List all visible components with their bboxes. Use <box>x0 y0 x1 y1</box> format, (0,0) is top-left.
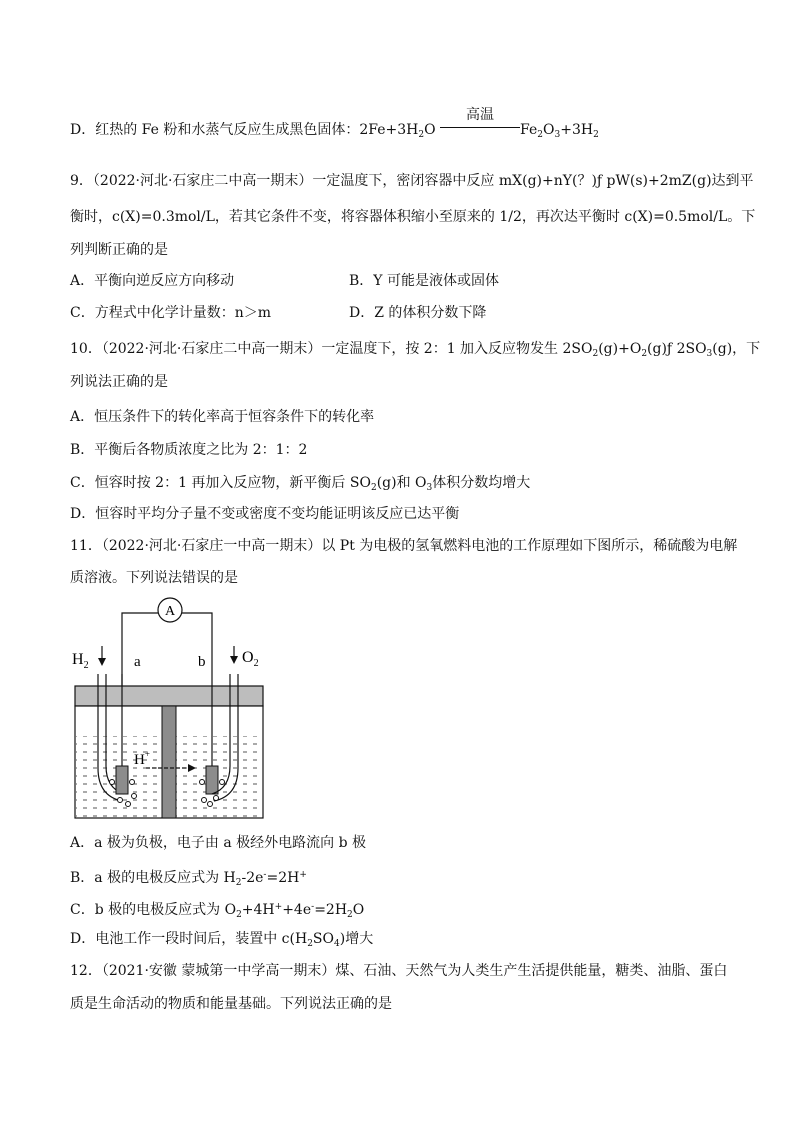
h2-label: $H_2$ <box>72 651 89 671</box>
subscript: 4 <box>334 939 340 949</box>
q10-text: (g)，下 <box>712 341 761 357</box>
proton-label: H+ <box>134 749 150 768</box>
q11-d-text: D．电池工作一段时间后，装置中 c(H <box>70 931 308 947</box>
subscript: 2 <box>347 910 353 920</box>
q11-b-text: =2H <box>266 870 300 886</box>
q11-c-text: +4H <box>241 902 275 918</box>
q10-text: 10．（2022·河北·石家庄二中高一期末）一定温度下，按 2：1 加入反应物发生 2SO <box>70 341 593 357</box>
equals-bar <box>440 127 520 128</box>
subscript: 3 <box>426 483 433 493</box>
subscript: 2 <box>307 939 313 949</box>
reaction-condition-arrow <box>440 107 520 136</box>
o2-arrowhead <box>230 656 238 664</box>
q10-stem-line1 <box>70 340 760 363</box>
q11-option-d <box>70 930 373 953</box>
q10-c-text: 体积分数均增大 <box>432 475 531 491</box>
subscript: 3 <box>554 130 561 140</box>
q10-option-d: D．恒容时平均分子量不变或密度不变均能证明该反应已达平衡 <box>70 506 460 522</box>
subscript: 2 <box>592 349 599 359</box>
q11-d-text: )增大 <box>339 931 374 947</box>
q11-option-c <box>70 898 364 924</box>
subscript: 2 <box>641 349 648 359</box>
subscript: 2 <box>235 878 242 888</box>
q8-option-d <box>70 107 599 144</box>
superscript: + <box>299 870 307 880</box>
q11-c-text: +4e <box>282 902 312 918</box>
q12-stem-line1: 12．（2021·安徽 蒙城第一中学高一期末）煤、石油、天然气为人类生产生活提供能量，糖类、油脂、蛋白 <box>70 963 728 979</box>
q9-option-d: D．Z 的体积分数下降 <box>349 305 487 321</box>
q9-stem-line1: 9．（2022·河北·石家庄二中高一期末）一定温度下，密闭容器中反应 mX(g)+nY(？)ƒ pW(s)+2mZ(g)达到平 <box>70 173 754 189</box>
subscript: 2 <box>537 130 543 140</box>
q8-d-text: D．红热的 Fe 粉和水蒸气反应生成黑色固体：2Fe+3H <box>70 122 419 138</box>
q10-c-text: (g)和 O <box>376 475 427 491</box>
electrode-a-label: a <box>134 654 141 670</box>
q8-d-fe: Fe <box>520 122 538 138</box>
q11-d-text: SO <box>312 931 334 947</box>
superscript: - <box>311 902 315 912</box>
subscript: 2 <box>418 130 425 140</box>
q10-option-a: A．恒压条件下的转化率高于恒容条件下的转化率 <box>70 409 375 425</box>
q11-option-b <box>70 866 307 892</box>
q9-option-c: C．方程式中化学计量数：n＞m <box>70 305 272 321</box>
ammeter-label: A <box>164 604 176 619</box>
fuel-cell-svg <box>72 596 272 822</box>
q8-d-tail: +3H <box>560 122 594 138</box>
q11-c-text: O <box>352 902 365 918</box>
superscript: - <box>263 870 267 880</box>
q10-option-c <box>70 474 530 497</box>
electrode-a <box>116 766 128 794</box>
q10-stem-line2: 列说法正确的是 <box>70 374 168 390</box>
q9-stem-line3: 列判断正确的是 <box>70 242 168 258</box>
o2-label: $O_2$ <box>242 649 259 669</box>
fuel-cell-diagram <box>72 596 272 826</box>
q10-c-text: C．恒容时按 2：1 再加入反应物，新平衡后 SO <box>70 475 371 491</box>
q8-d-o2: O <box>543 122 555 138</box>
subscript: 2 <box>236 910 242 920</box>
electrode-b-label: b <box>198 654 206 670</box>
q10-text: (g)ƒ 2SO <box>647 341 707 357</box>
q11-option-a: A．a 极为负极，电子由 a 极经外电路流向 b 极 <box>70 835 367 851</box>
membrane <box>162 706 176 818</box>
h2-arrowhead <box>98 658 106 666</box>
q10-text: (g)+O <box>598 341 642 357</box>
wire-left <box>122 613 158 686</box>
subscript: 2 <box>370 483 377 493</box>
q9-stem-line2: 衡时，c(X)=0.3mol/L，若其它条件不变，将容器体积缩小至原来的 1/2，再次达平衡时 c(X)=0.5mol/L。下 <box>70 209 756 225</box>
q11-c-text: =2H <box>314 902 348 918</box>
q11-stem-line1: 11．（2022·河北·石家庄一中高一期末）以 Pt 为电极的氢氧燃料电池的工作原理如下图所示，稀硫酸为电解 <box>70 538 738 554</box>
q9-option-b: B．Y 可能是液体或固体 <box>349 273 499 289</box>
container-lid <box>75 686 263 706</box>
subscript: 3 <box>706 349 713 359</box>
q8-d-o: O <box>424 122 436 138</box>
reaction-condition: 高温 <box>466 107 495 123</box>
subscript: 2 <box>593 130 599 140</box>
electrode-b <box>206 766 218 794</box>
wire-right <box>182 613 212 686</box>
q11-stem-line2: 质溶液。下列说法错误的是 <box>70 570 238 586</box>
q11-c-text: C．b 极的电极反应式为 O <box>70 902 237 918</box>
q11-b-text: -2e <box>241 870 264 886</box>
q11-b-text: B．a 极的电极反应式为 H <box>70 870 236 886</box>
superscript: + <box>274 902 283 912</box>
q12-stem-line2: 质是生命活动的物质和能量基础。下列说法正确的是 <box>70 996 392 1012</box>
q9-option-a: A．平衡向逆反应方向移动 <box>70 273 235 289</box>
q10-option-b: B．平衡后各物质浓度之比为 2：1：2 <box>70 442 308 458</box>
